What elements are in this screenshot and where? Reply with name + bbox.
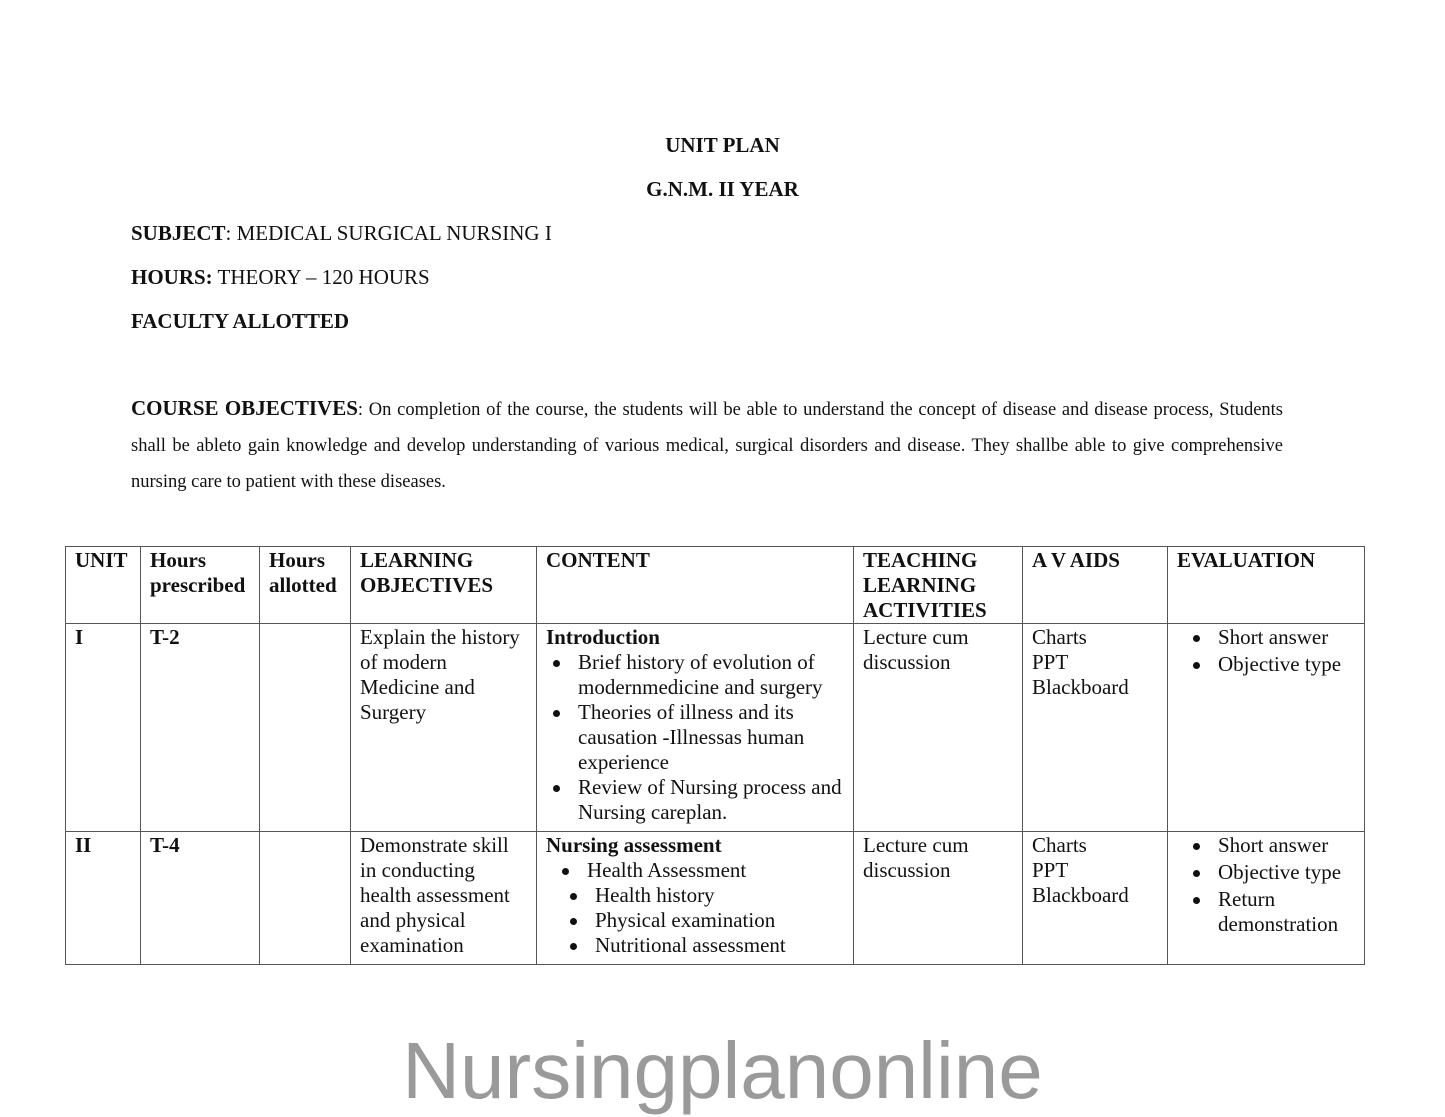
course-objectives-label: COURSE OBJECTIVES xyxy=(131,396,358,420)
list-item: Health history xyxy=(595,883,844,908)
evaluation-list xyxy=(1177,833,1355,937)
cell-learning-objective: Explain the history of modern Medicine and Surgery xyxy=(351,624,537,832)
page-subtitle: G.N.M. II YEAR xyxy=(646,177,799,201)
header-hours-allotted: Hours allotted xyxy=(260,547,351,624)
course-objectives xyxy=(131,390,1283,500)
table-header-row xyxy=(66,547,1365,624)
cell-evaluation xyxy=(1168,624,1365,832)
list-item: Review of Nursing process and Nursing careplan. xyxy=(578,775,844,825)
list-item: Objective type xyxy=(1218,860,1355,885)
header-content: CONTENT xyxy=(537,547,854,624)
av-aid-item: Blackboard xyxy=(1032,883,1129,907)
header-hours-prescribed: Hours prescribed xyxy=(141,547,260,624)
unit-plan-table xyxy=(65,546,1365,965)
faculty-label: FACULTY ALLOTTED xyxy=(131,309,350,333)
hours-label: HOURS: xyxy=(131,265,213,289)
content-list xyxy=(546,650,844,825)
list-item: Short answer xyxy=(1218,833,1355,858)
cell-unit: I xyxy=(66,624,141,832)
page-title: UNIT PLAN xyxy=(665,133,780,157)
av-aid-item: Charts xyxy=(1032,833,1087,857)
hours-line xyxy=(131,265,430,290)
subject-label: SUBJECT xyxy=(131,221,226,245)
subject-line xyxy=(131,221,552,246)
table-row xyxy=(66,832,1365,965)
cell-hours-allotted xyxy=(260,832,351,965)
av-aid-item: Blackboard xyxy=(1032,675,1129,699)
header-evaluation: EVALUATION xyxy=(1168,547,1365,624)
list-item: Return demonstration xyxy=(1218,887,1355,937)
header-learning-objectives: LEARNING OBJECTIVES xyxy=(351,547,537,624)
header-teaching-learning-activities: TEACHING LEARNING ACTIVITIES xyxy=(854,547,1023,624)
cell-av-aids xyxy=(1023,832,1168,965)
cell-learning-objective: Demonstrate skill in conducting health assessment and physical examination xyxy=(351,832,537,965)
cell-evaluation xyxy=(1168,832,1365,965)
cell-hours-allotted xyxy=(260,624,351,832)
subject-value: : MEDICAL SURGICAL NURSING I xyxy=(225,221,552,245)
header-unit: UNIT xyxy=(66,547,141,624)
evaluation-list xyxy=(1177,625,1355,677)
watermark: Nursingplanonline xyxy=(402,1026,1043,1115)
table-row xyxy=(66,624,1365,832)
av-aid-item: Charts xyxy=(1032,625,1087,649)
cell-teaching: Lecture cum discussion xyxy=(854,624,1023,832)
course-objectives-text: : On completion of the course, the students will be able to understand the concept of disease and disease process, Students shall be ableto gain knowledge and develop understanding of various medical, surgical disorders and disease. They shallbe able to give comprehensive nursing care to patient with these diseases. xyxy=(131,400,1284,492)
cell-content xyxy=(537,832,854,965)
cell-unit: II xyxy=(66,832,141,965)
hours-value: THEORY – 120 HOURS xyxy=(212,265,430,289)
av-aid-item: PPT xyxy=(1032,650,1069,674)
list-item: Brief history of evolution of modernmedicine and surgery xyxy=(578,650,844,700)
faculty-line xyxy=(131,309,349,334)
cell-hours-prescribed: T-4 xyxy=(141,832,260,965)
cell-hours-prescribed: T-2 xyxy=(141,624,260,832)
av-aid-item: PPT xyxy=(1032,858,1069,882)
list-item: Nutritional assessment xyxy=(595,933,844,958)
list-item: Physical examination xyxy=(595,908,844,933)
list-item: Objective type xyxy=(1218,652,1355,677)
content-title: Nursing assessment xyxy=(546,833,722,857)
cell-content xyxy=(537,624,854,832)
list-item: Theories of illness and its causation -Illnessas human experience xyxy=(578,700,844,775)
list-item: Short answer xyxy=(1218,625,1355,650)
cell-av-aids xyxy=(1023,624,1168,832)
header-av-aids: A V AIDS xyxy=(1023,547,1168,624)
content-title: Introduction xyxy=(546,625,660,649)
cell-teaching: Lecture cum discussion xyxy=(854,832,1023,965)
list-item: Health Assessment xyxy=(587,858,844,883)
content-list xyxy=(546,858,844,958)
